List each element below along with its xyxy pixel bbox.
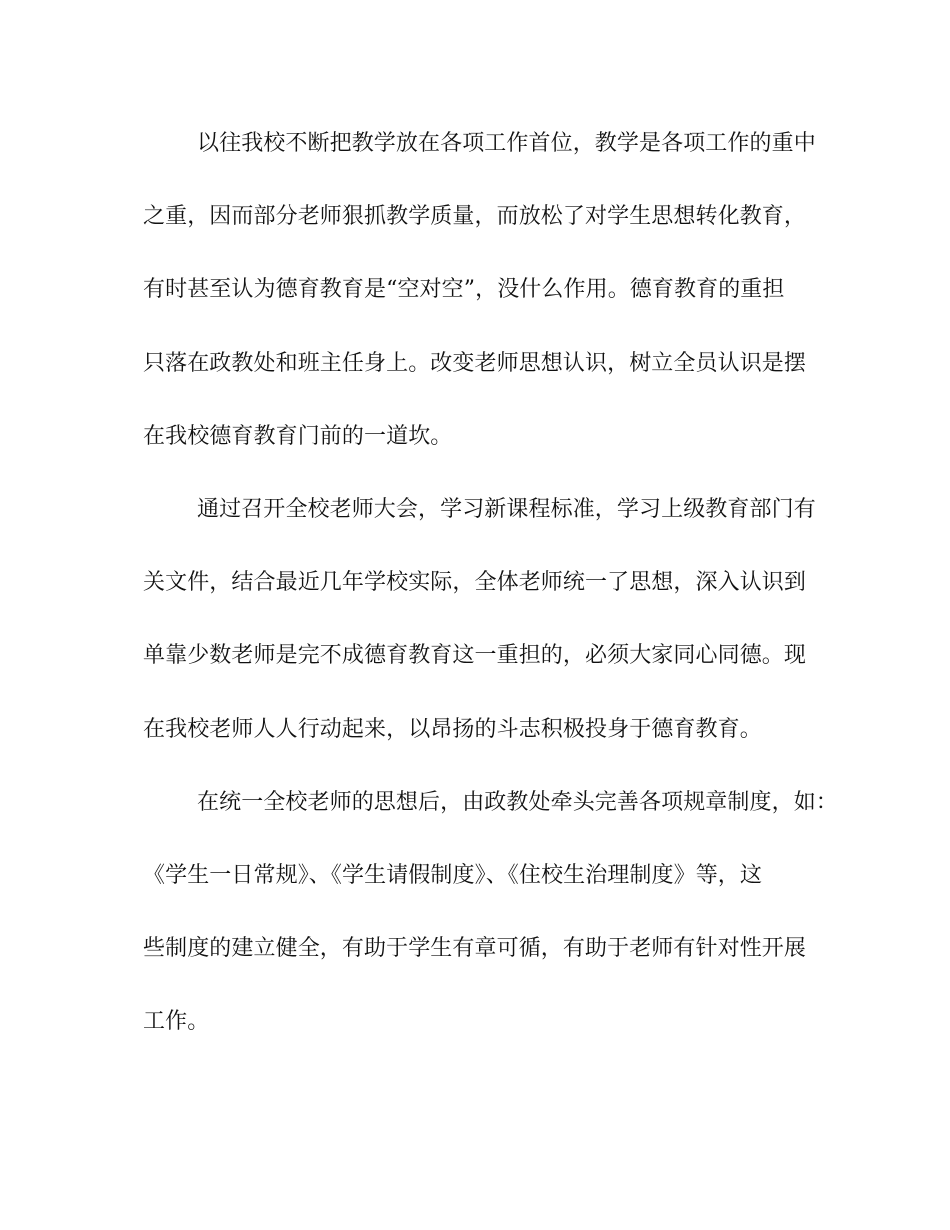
paragraph-line: 只落在政教处和班主任身上。改变老师思想认识，树立全员认识是摆 [143, 350, 807, 376]
document-body [143, 124, 838, 1075]
paragraph-line: 之重，因而部分老师狠抓教学质量，而放松了对学生思想转化教育， [143, 204, 807, 230]
paragraph-line: 单靠少数老师是完不成德育教育这一重担的，必须大家同心同德。现 [143, 643, 807, 669]
paragraph-line: 以往我校不断把教学放在各项工作首位，教学是各项工作的重中 [197, 131, 816, 156]
paragraph-3 [143, 783, 838, 1076]
paragraph-2 [143, 490, 823, 783]
paragraph-line: 在我校老师人人行动起来，以昂扬的斗志积极投身于德育教育。 [143, 716, 762, 742]
paragraph-line: 《学生一日常规》、《学生请假制度》、《住校生治理制度》等，这 [143, 862, 763, 888]
paragraph-1 [143, 124, 823, 490]
paragraph-line: 在我校德育教育门前的一道坎。 [143, 423, 453, 449]
paragraph-line: 工作。 [143, 1009, 210, 1035]
paragraph-line: 些制度的建立健全，有助于学生有章可循，有助于老师有针对性开展 [143, 936, 807, 962]
paragraph-line: 通过召开全校老师大会，学习新课程标准，学习上级教育部门有 [197, 496, 816, 522]
paragraph-line: 在统一全校老师的思想后，由政教处牵头完善各项规章制度，如： [197, 789, 838, 815]
paragraph-line: 关文件，结合最近几年学校实际，全体老师统一了思想，深入认识到 [143, 570, 807, 596]
paragraph-line: 有时甚至认为德育教育是“空对空”，没什么作用。德育教育的重担 [143, 277, 785, 303]
